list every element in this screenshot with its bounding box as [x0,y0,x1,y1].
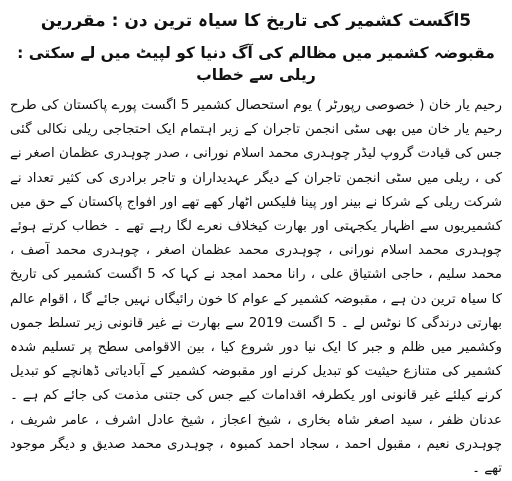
headline-main: 5اگست کشمیر کی تاریخ کا سیاہ ترین دن : مقررین [40,11,472,31]
article-body: رحیم یار خان ( خصوصی رپورٹر ) یوم استحصال کشمیر 5 اگست پورے پاکستان کی طرح رحیم یار خان میں بھی سٹی انجمن تاجران کے زیر اہتمام ایک احتجاجی ریلی نکالی گئی جس کی قیادت گروپ لیڈر چوہدری محمد اسلام نورانی ، صدر چوہدری عظمان اصغر نے کی ، ریلی میں سٹی انجمن تاجران کے دیگر عہدیداران و تاجر برادری کی کثیر تعداد نے شرکت ریلی کے شرکا نے بینر اور پینا فلیکس اٹھار کھے تھے اور افواج پاکستان کے حق میں کشمیریوں سے اظہار یکجہتی اور بھارت کیخلاف نعرے لگا رہے تھے ۔ خطاب کرتے ہوئے چوہدری محمد اسلام نورانی ، چوہدری محمد عظمان اصغر ، چوہدری محمد آصف ، محمد سلیم ، حاجی اشتیاق علی ، رانا محمد امجد نے کہا کہ 5 اگست کشمیر کی تاریخ کا سیاہ ترین دن ہے ، مقبوضہ کشمیر کے عوام کا خون رائیگاں نہیں جائے گا ، اقوام عالم بھارتی درندگی کا نوٹس لے ۔ 5 اگست 2019 سے بھارت نے غیر قانونی زیر تسلط جموں وکشمیر میں ظلم و جبر کا ایک نیا دور شروع کیا ، بین الاقوامی سطح پر تسلیم شدہ کشمیر کی متنازع حیثیت کو تبدیل کرنے اور مقبوضہ کشمیر کے آبادیاتی ڈھانچے کو تبدیل کرنے کیلئے غیر قانونی اور یکطرفہ اقدامات کیے جس کی جتنی مذمت کی جائے کم ہے ۔ عدنان ظفر ، سید اصغر شاہ بخاری ، شیخ اعجاز ، شیخ عادل اشرف ، عامر شریف ، چوہدری نعیم ، مقبول احمد ، سجاد احمد کمبوہ ، چوہدری محمد صدیق و دیگر موجود تھے ۔ [10,98,503,477]
headline-sub: مقبوضہ کشمیر میں مظالم کی آگ دنیا کو لپیٹ میں لے سکتی : ریلی سے خطاب [17,44,495,84]
